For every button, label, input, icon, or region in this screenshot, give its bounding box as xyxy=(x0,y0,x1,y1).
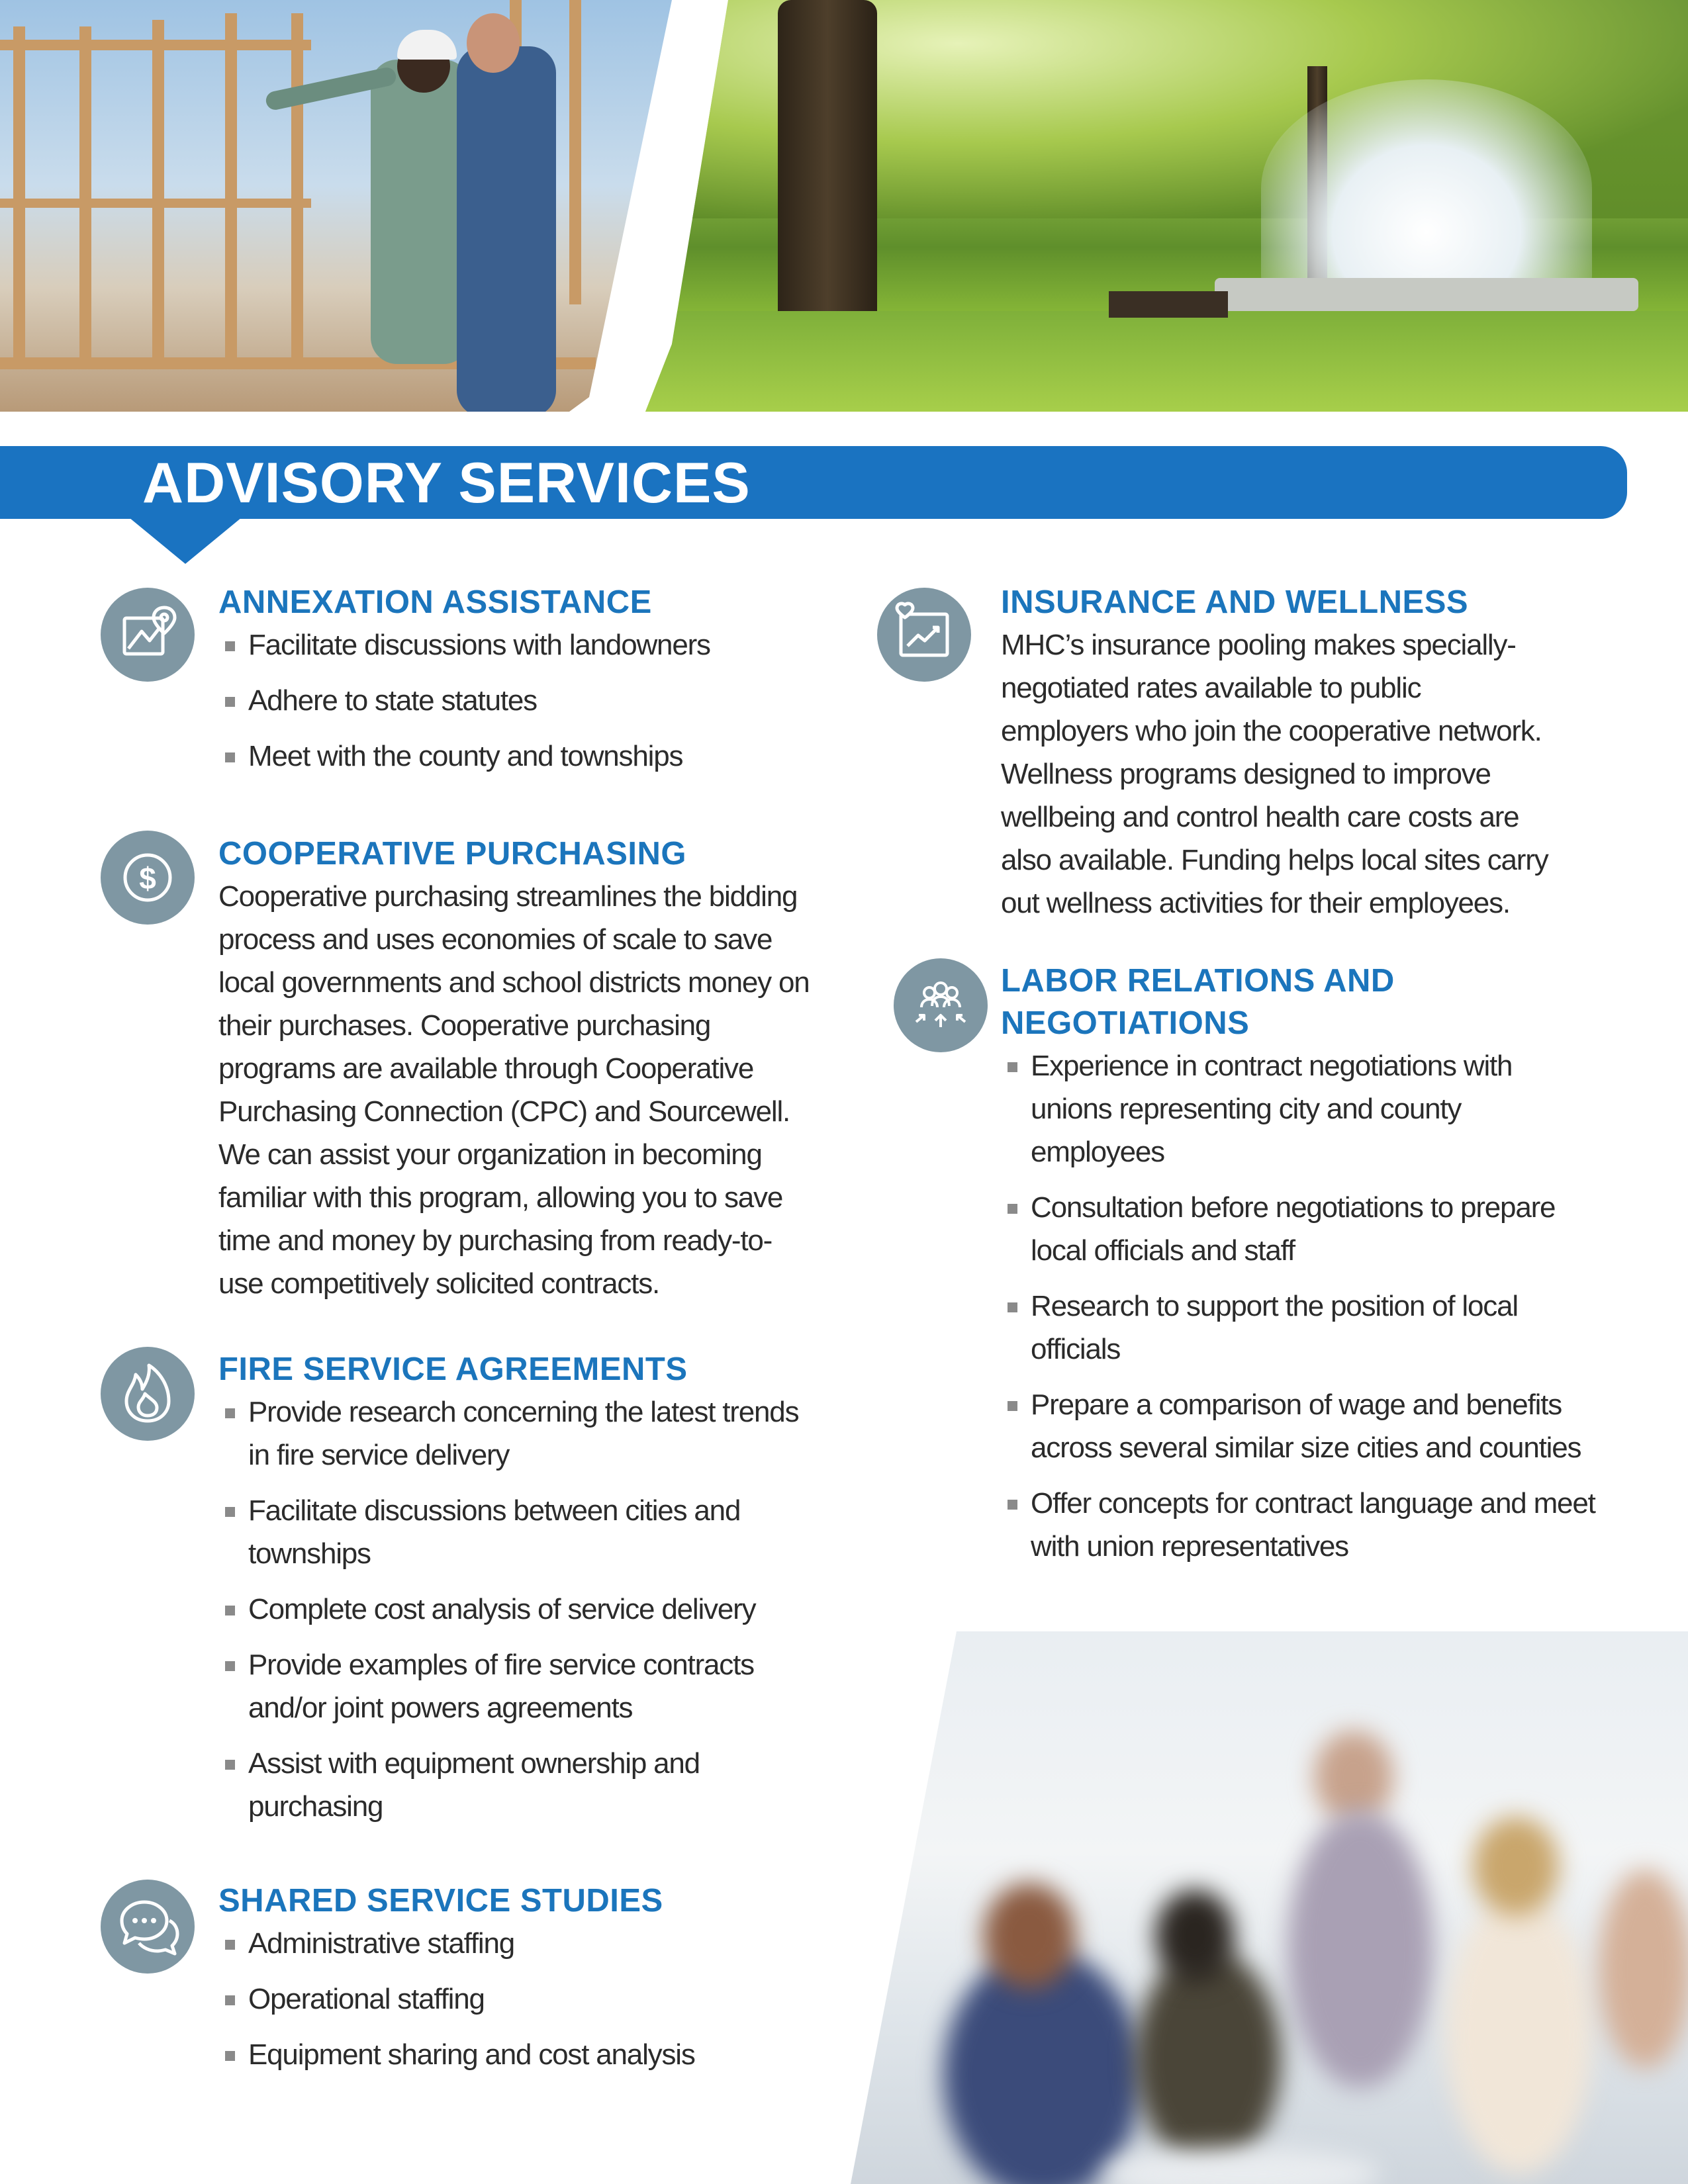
list-item: Adhere to state statutes xyxy=(218,679,814,722)
chat-bubbles-icon xyxy=(101,1880,195,1974)
insurance-wellness-section xyxy=(1001,581,1623,925)
list-item: Provide examples of fire service contracts and/or joint powers agreements xyxy=(218,1643,814,1729)
list-item: Administrative staffing xyxy=(218,1922,814,1965)
map-pin-icon xyxy=(101,588,195,682)
insurance-wellness-heading: INSURANCE AND WELLNESS xyxy=(1001,584,1469,620)
list-item: Provide research concerning the latest trends in fire service delivery xyxy=(218,1390,814,1477)
list-item: Assist with equipment ownership and purchasing xyxy=(218,1742,814,1828)
fire-service-heading: FIRE SERVICE AGREEMENTS xyxy=(218,1351,688,1387)
page-title: ADVISORY SERVICES xyxy=(142,451,751,515)
health-chart-icon xyxy=(877,588,971,682)
list-item: Equipment sharing and cost analysis xyxy=(218,2033,814,2076)
labor-relations-heading: LABOR RELATIONS AND NEGOTIATIONS xyxy=(1001,963,1395,1041)
list-item: Facilitate discussions between cities and townships xyxy=(218,1489,814,1575)
fire-service-list xyxy=(218,1390,814,1828)
flame-icon xyxy=(101,1347,195,1441)
annexation-heading: ANNEXATION ASSISTANCE xyxy=(218,584,652,620)
annexation-list xyxy=(218,623,814,778)
cooperative-purchasing-heading: COOPERATIVE PURCHASING xyxy=(218,836,687,872)
labor-relations-section xyxy=(1001,960,1623,1580)
list-item: Research to support the position of local officials xyxy=(1001,1285,1597,1371)
svg-text:$: $ xyxy=(139,861,156,895)
team-arrows-icon xyxy=(894,958,988,1052)
cooperative-purchasing-section xyxy=(218,833,814,1305)
meeting-presentation-photo xyxy=(851,1631,1688,2184)
list-item: Meet with the county and townships xyxy=(218,735,814,778)
list-item: Facilitate discussions with landowners xyxy=(218,623,814,666)
shared-service-heading: SHARED SERVICE STUDIES xyxy=(218,1883,663,1919)
list-item: Consultation before negotiations to prepare local officials and staff xyxy=(1001,1186,1597,1272)
list-item: Complete cost analysis of service delivery xyxy=(218,1588,814,1631)
annexation-section xyxy=(218,581,814,790)
cooperative-purchasing-paragraph: Cooperative purchasing streamlines the bidding process and uses economies of scale to save local governments and school districts money on their purchases. Cooperative purchasing programs are available through Cooperative Purchasing Connection (CPC) and Sourcewell. We can assist your organization in becoming familiar with this program, allowing you to save time and money by purchasing from ready-to-use competitively solicited contracts. xyxy=(218,880,810,1300)
shared-service-section xyxy=(218,1880,814,2089)
list-item: Operational staffing xyxy=(218,1978,814,2021)
banner-pointer xyxy=(129,518,242,564)
construction-workers-photo xyxy=(0,0,672,412)
dollar-icon xyxy=(101,831,195,925)
shared-service-list xyxy=(218,1922,814,2076)
list-item: Prepare a comparison of wage and benefits across several similar size cities and counties xyxy=(1001,1383,1597,1469)
insurance-wellness-paragraph: MHC’s insurance pooling makes specially-negotiated rates available to public employers who join the cooperative network. Wellness programs designed to improve wellbeing and control health care costs are also available. Funding helps local sites carry out wellness activities for their employees. xyxy=(1001,629,1548,919)
park-fountain-photo xyxy=(645,0,1688,412)
list-item: Offer concepts for contract language and meet with union representatives xyxy=(1001,1482,1597,1568)
labor-relations-list xyxy=(1001,1044,1597,1568)
fire-service-section xyxy=(218,1348,814,1841)
list-item: Experience in contract negotiations with unions representing city and county employees xyxy=(1001,1044,1597,1173)
